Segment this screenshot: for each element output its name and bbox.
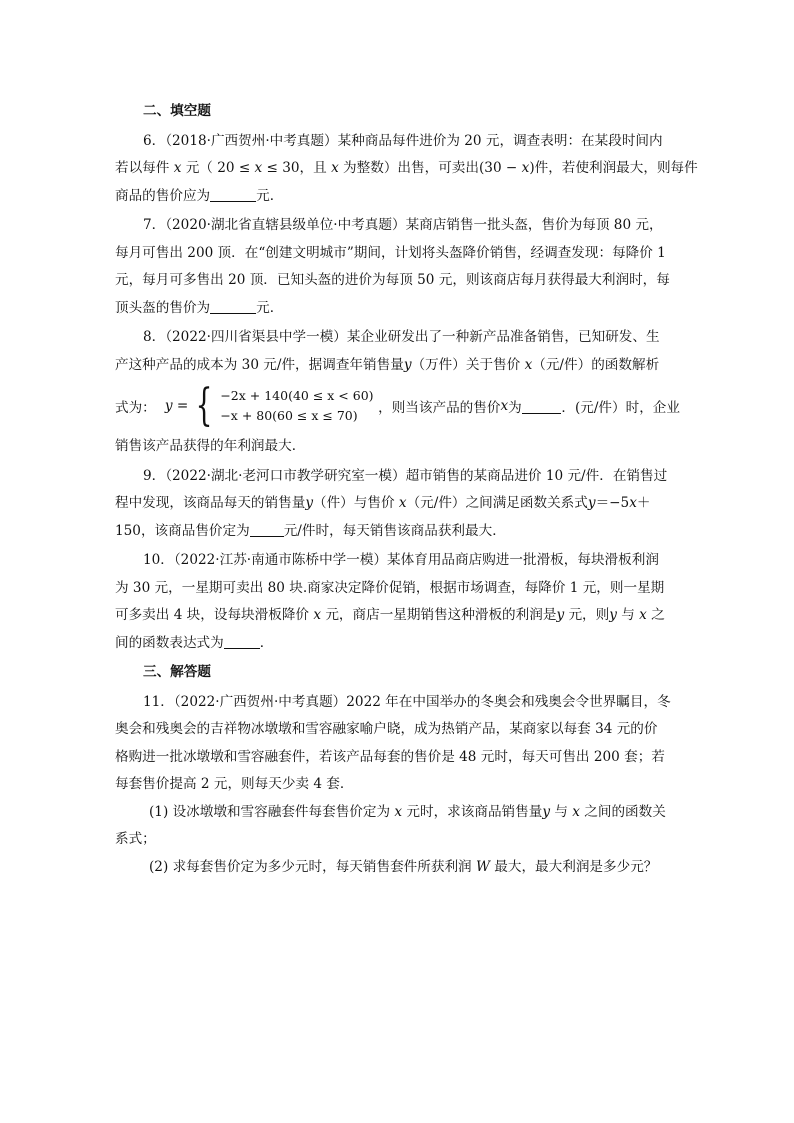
q6-line-1: 6．（2018·广西贺州·中考真题）某种商品每件进价为 20 元，调查表明：在某段时间内 [143,132,663,149]
q8-line-2: 产这种产品的成本为 30 元/件，据调查年销售量y（万件）关于售价 x（元/件）的函数解析 [115,356,660,373]
q10-line-2: 为 30 元，一星期可卖出 80 块.商家决定降价促销，根据市场调查，每降价 1 元，则一星期 [115,579,665,596]
q11-part-1-cont: 系式； [115,831,156,847]
question-7 [115,212,680,322]
section-heading-solutions: 三、解答题 [143,664,211,680]
q9-line-1: 9．（2022·湖北·老河口市教学研究室一模）超市销售的某商品进价 10 元/件．在销售过 [143,467,668,484]
question-10 [115,547,680,657]
q8-formula-line: 式为： y = { −2x + 140(40 ≤ x < 60) −x + 80(60 ≤ x ≤ 70) ，则当该产品的售价 x 为 ．(元/件）时，企业 [115,380,680,431]
q7-line-3: 元，每月可多售出 20 顶．已知头盔的进价为每顶 50 元，则该商店每月获得最大利润时，每 [115,272,670,288]
q11-part-2: (2) 求每套售价定为多少元时，每天销售套件所获利润 W 最大，最大利润是多少元？ [149,858,658,875]
answer-blank[interactable] [522,399,562,414]
piecewise-case-1: −2x + 140(40 ≤ x < 60) [220,388,374,403]
question-11 [115,689,680,882]
question-6 [115,128,698,211]
q7-line-1: 7．（2020·湖北省直辖县级单位·中考真题）某商店销售一批头盔，售价为每顶 80 元， [143,217,663,233]
q8-line-1: 8．（2022·四川省渠县中学一模）某企业研发出了一种新产品准备销售，已知研发、生 [143,329,660,345]
q6-line-2: 若以每件 x 元（ 20 ≤ x ≤ 30，且 x 为整数）出售，可卖出(30 − x)件，若使利润最大，则每件 [115,160,698,176]
answer-blank[interactable] [250,522,284,537]
section-heading-fill-in: 二、填空题 [143,103,211,119]
worksheet-page [115,98,698,883]
q6-line-3: 商品的售价应为 元． [115,187,284,204]
q9-line-3: 150，该商品售价定为 元/件时，每天销售该商品获利最大． [115,522,506,539]
q10-line-3: 可多卖出 4 块，设每块滑板降价 x 元，商店一星期销售这种滑板的利润是y 元，则y 与 x 之 [115,607,665,623]
q11-line-4: 每套售价提高 2 元，则每天少卖 4 套． [115,776,354,792]
q10-line-4: 间的函数表达式为 ． [115,634,274,651]
q7-line-2: 每月可售出 200 顶．在“创建文明城市”期间，计划将头盔降价销售，经调查发现：每降价 1 [115,244,666,261]
q10-line-1: 10．（2022·江苏·南通市陈桥中学一模）某体育用品商店购进一批滑板，每块滑板利润 [143,552,659,568]
q9-line-2: 程中发现，该商品每天的销售量y（件）与售价 x（元/件）之间满足函数关系式y＝−5x＋ [115,495,651,511]
question-9 [115,463,680,546]
answer-blank[interactable] [210,299,256,314]
brace-icon: { [195,380,213,431]
q11-part-1: (1) 设冰墩墩和雪容融套件每套售价定为 x 元时，求该商品销售量y 与 x 之间的函数关 [149,803,666,820]
q11-line-1: 11．（2022·广西贺州·中考真题）2022 年在中国举办的冬奥会和残奥会令世界瞩目，冬 [143,693,671,710]
question-8 [115,324,680,461]
answer-blank[interactable] [210,187,256,202]
piecewise-function [220,386,373,426]
answer-blank[interactable] [224,634,260,649]
q7-line-4: 顶头盔的售价为 元． [115,299,284,316]
piecewise-case-2: −x + 80(60 ≤ x ≤ 70) [220,408,358,423]
q11-line-3: 格购进一批冰墩墩和雪容融套件，若该产品每套的售价是 48 元时，每天可售出 200 套；若 [115,748,665,765]
q8-line-4: 销售该产品获得的年利润最大． [115,438,306,454]
q11-line-2: 奥会和残奥会的吉祥物冰墩墩和雪容融家喻户晓，成为热销产品，某商家以每套 34 元的价 [115,721,658,737]
